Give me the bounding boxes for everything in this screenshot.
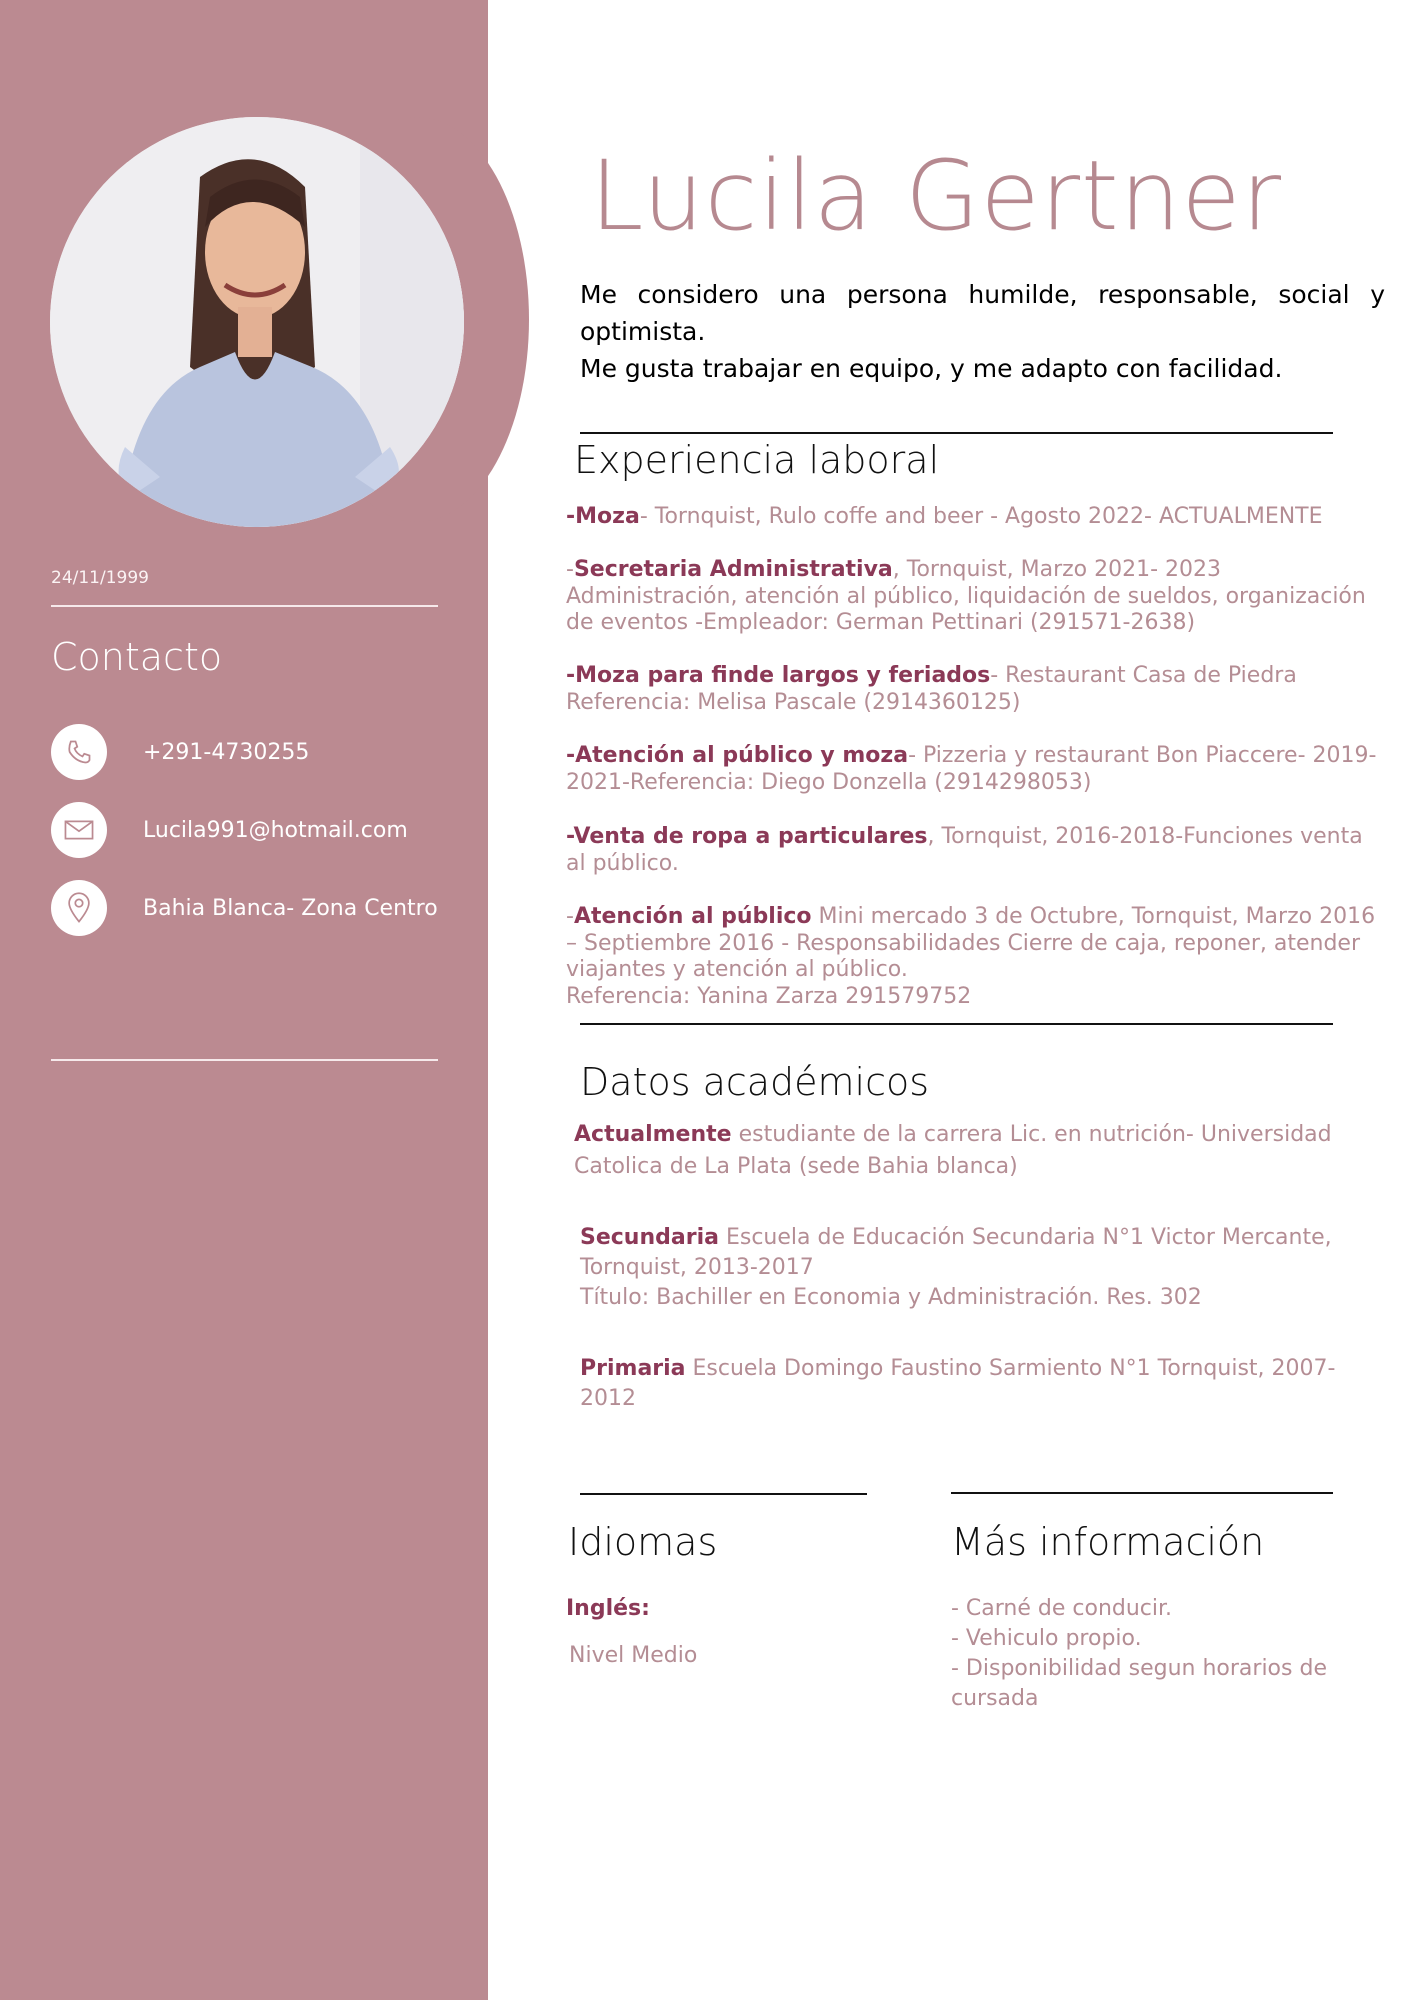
job-role: Atención al público y moza <box>575 743 909 768</box>
contact-email <box>51 802 408 858</box>
experience-title: Experiencia laboral <box>574 438 940 482</box>
profile-summary <box>580 276 1385 387</box>
job-item: -Moza para finde largos y feriados- Restaurant Casa de Piedra Referencia: Melisa Pascale (2914360125) <box>566 663 1297 715</box>
job-role: Venta de ropa a particulares <box>573 824 928 849</box>
education-item <box>574 1119 1344 1183</box>
job-item: -Secretaria Administrativa, Tornquist, Marzo 2021- 2023 Administración, atención al público, liquidación de sueldos, organización de eventos -Empleador: German Pettinari (291571-2638) <box>566 557 1366 635</box>
education-item <box>580 1223 1350 1313</box>
education-details: Escuela de Educación Secundaria N°1 Victor Mercante, Tornquist, 2013-2017 <box>580 1225 1332 1280</box>
languages-title: Idiomas <box>568 1520 718 1564</box>
job-item: -Moza- Tornquist, Rulo coffe and beer - Agosto 2022- ACTUALMENTE <box>566 504 1323 529</box>
contact-title: Contacto <box>51 635 223 679</box>
job-details: - Restaurant Casa de Piedra Referencia: Melisa Pascale (2914360125) <box>566 663 1297 715</box>
languages-divider <box>580 1493 867 1495</box>
education-divider <box>580 1023 1333 1025</box>
mail-icon <box>51 802 107 858</box>
location-pin-icon <box>51 880 107 936</box>
phone-icon <box>51 724 107 780</box>
more-info-item: - Carné de conducir. <box>951 1596 1173 1621</box>
profile-line-1: Me considero una persona humilde, responsable, social y <box>580 280 1385 309</box>
contact-email-text[interactable]: Lucila991@hotmail.com <box>143 817 408 843</box>
more-info-list <box>951 1594 1351 1714</box>
education-item <box>580 1354 1350 1414</box>
full-name: Lucila Gertner <box>590 140 1283 252</box>
education-title: Datos académicos <box>580 1060 930 1104</box>
contact-phone <box>51 724 309 780</box>
education-label: Actualmente <box>574 1122 732 1147</box>
sidebar-divider-bottom <box>51 1059 438 1061</box>
education-title-obtained: Título: Bachiller en Economia y Administración. Res. 302 <box>580 1285 1202 1310</box>
contact-location <box>51 880 438 936</box>
job-details: Mini mercado 3 de Octubre, Tornquist, Marzo 2016 – Septiembre 2016 - Responsabilidades Cierre de caja, reponer, atender viajantes y atención al público. <box>566 904 1376 982</box>
job-details: , Tornquist, Marzo 2021- 2023 Administración, atención al público, liquidación de sueldos, organización de eventos -Empleador: German Pettinari (291571-2638) <box>566 557 1366 635</box>
experience-divider <box>580 432 1333 434</box>
education-details: estudiante de la carrera Lic. en nutrición- Universidad Catolica de La Plata (sede Bahia blanca) <box>574 1122 1332 1179</box>
job-details: - Pizzeria y restaurant Bon Piaccere- 2019-2021-Referencia: Diego Donzella (2914298053) <box>566 743 1377 795</box>
job-details: - Tornquist, Rulo coffe and beer - Agosto 2022- ACTUALMENTE <box>639 504 1323 529</box>
job-reference: Referencia: Yanina Zarza 291579752 <box>566 983 972 1009</box>
job-item: -Atención al público Mini mercado 3 de Octubre, Tornquist, Marzo 2016 – Septiembre 2016 - Responsabilidades Cierre de caja, reponer, atender viajantes y atención al público. Referencia: Yanina Zarza 291579752 <box>566 904 1376 1009</box>
contact-phone-text[interactable]: +291-4730255 <box>143 739 310 765</box>
job-role: Moza para finde largos y feriados <box>575 663 991 688</box>
contact-location-text: Bahia Blanca- Zona Centro <box>143 895 438 921</box>
profile-line-2: optimista. <box>580 317 706 346</box>
more-info-item: - Disponibilidad segun horarios de cursada <box>951 1656 1327 1711</box>
more-info-item: - Vehiculo propio. <box>951 1626 1142 1651</box>
job-details: , Tornquist, 2016-2018-Funciones venta al público. <box>566 824 1363 876</box>
job-item: -Atención al público y moza- Pizzeria y restaurant Bon Piaccere- 2019-2021-Referencia: Diego Donzella (2914298053) <box>566 743 1377 795</box>
language-level: Nivel Medio <box>569 1643 698 1668</box>
job-role: Moza <box>575 504 640 529</box>
birth-date: 24/11/1999 <box>51 568 149 588</box>
profile-photo <box>50 117 464 527</box>
education-label: Primaria <box>580 1356 686 1381</box>
sidebar-divider-top <box>51 605 438 607</box>
education-label: Secundaria <box>580 1225 719 1250</box>
job-role: Atención al público <box>573 904 812 929</box>
more-info-title: Más información <box>951 1520 1265 1564</box>
profile-photo-illustration <box>50 117 464 527</box>
education-details: Escuela Domingo Faustino Sarmiento N°1 Tornquist, 2007-2012 <box>580 1356 1336 1411</box>
more-info-divider <box>951 1492 1333 1494</box>
profile-line-3: Me gusta trabajar en equipo, y me adapto con facilidad. <box>580 354 1283 383</box>
language-name: Inglés: <box>566 1596 650 1621</box>
job-item: -Venta de ropa a particulares, Tornquist, 2016-2018-Funciones venta al público. <box>566 824 1363 876</box>
job-role: Secretaria Administrativa <box>573 557 893 582</box>
